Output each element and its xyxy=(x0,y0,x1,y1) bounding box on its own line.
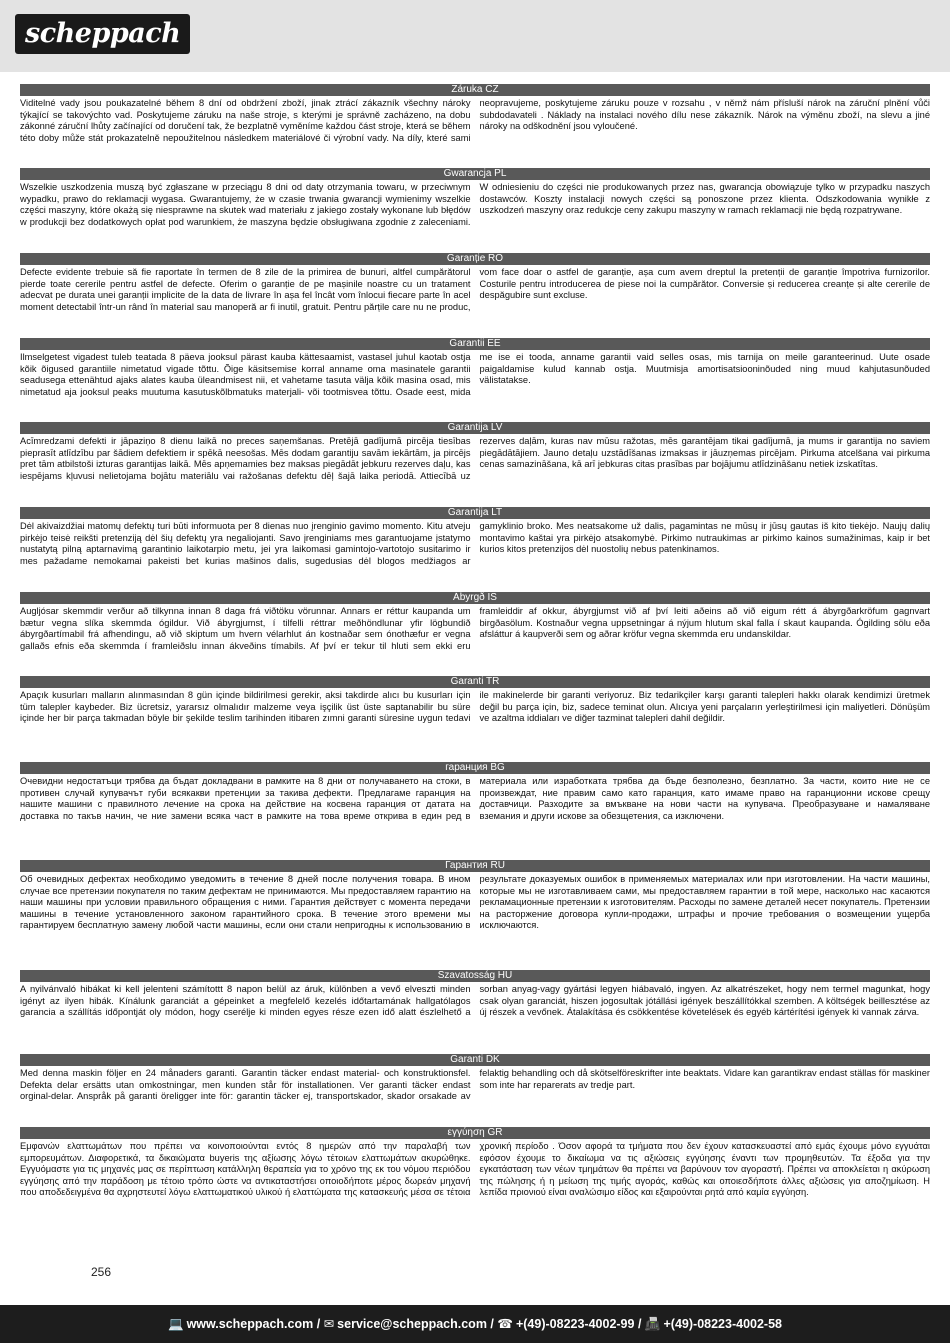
section-text: Εμφανών ελαττωμάτων που πρέπει να κοινοποιούνται εντός 8 ημερών από την παραλαβή των εμπορευμάτων. Διαφορετικά, τα δικαιώματα buyeris της αξίωσης λόγω τέτοιων ελαττωμάτων ακυρώθηκε. Εγγυόμαστε για τις μηχανές μας σε περίπτωση κατάλληλη θεραπεία για το χρόνο της εκ του νόμου περιόδου εγγύησης από την παράδοση με τέτοιο τρόπο ώστε να αντικαταστήσει οποιοδήποτε μέρος δωρεάν μηχανή που αποδεδειγμένα θα αχρηστευτεί λόγω ελαττωματικού υλικού ή ελαττώματα της κατασκευής μέσα σε τέτοια χρονική περίοδο . Όσον αφορά τα τμήματα που δεν έχουν κατασκευαστεί από εμάς έχουμε μόνο εγγυάται εφόσον έχουμε το δικαίωμα να τις αξιώσεις εγγύησης έναντι των προμηθευτών. Τα έξοδα για την εγκατάσταση των νέων τμημάτων θα πρέπει να βαρύνουν τον αγοραστή. Πρέπει να αποκλείεται η ακύρωση της πώλησης ή η μείωση της τιμής αγοράς, καθώς και οποιεσδήποτε άλλες αξιώσεις για αποζημίωση. Η λεπίδα πριονιού είναι αναλώσιμο είδος και εξαιρούνται ρητά από καμία εγγύηση. xyxy=(20,1141,930,1198)
section-warranty-lt xyxy=(20,507,930,592)
section-title: Garantija LT xyxy=(20,507,930,519)
page-number: 256 xyxy=(91,1265,112,1279)
scheppach-logo: scheppach xyxy=(15,14,190,54)
warranty-sections xyxy=(20,84,930,1227)
separator: / xyxy=(316,1317,321,1331)
section-warranty-pl xyxy=(20,168,930,253)
computer-icon: 💻 xyxy=(168,1317,184,1331)
section-title: Garanție RO xyxy=(20,253,930,265)
section-title: Ábyrgð IS xyxy=(20,592,930,604)
section-text: Dėl akivaizdžiai matomų defektų turi būti informuota per 8 dienas nuo įrenginio gavimo momento. Kitu atveju pirkėjo teisė reikšti pretenziją dėl šių defektų yra negaliojanti. Savo įrenginiams mes garantuojame įstatymo nustatytą pilną aptarnavimą garantinio laikotarpio metu, jei yra laikomasi gamintojo-vartotojo susitarimo ir mes pažadame nemokamai pakeisti bet kurias mašinos dalis, sugedusias dėl blogos medžiagos ar gamyklinio broko. Mes neatsakome už dalis, pagamintas ne mūsų ir jūsų gautas iš kito tiekėjo. Naujų dalių montavimo kaštai yra pirkėjo atsakomybė. Pirkimo nutraukimas ar pirkimo kainos sumažinimas, kaip ir bet kurios kitos pretenzijos dėl nuostolių nebus patenkinamos. xyxy=(20,521,930,566)
section-title: Garantija LV xyxy=(20,422,930,434)
phone-icon: ☎ xyxy=(497,1317,513,1331)
section-title: Garanti DK xyxy=(20,1054,930,1066)
section-text: Очевидни недостатъци трябва да бъдат докладвани в рамките на 8 дни от получаването на стоки, в противен случай купувачът губи всякакви претенции за такива дефекти. Предлагаме гаранция на нашите машини с правилното лечение на срока на действие на косвена гаранция от датата на доставка по такъв начин, че ние замени всяка част в рамките на това време открива в един ред в материала или изработката трябва да бъде безполезно, безплатно. За части, които ние не се произвеждат, ние правим само като гаранция, като имаме право на гаранционни искове срещу доставчици. Разходите за вмъкване на нови части на купувача. Преобразуване и намаляване вземания и други искове за обезщетения, са изключени. xyxy=(20,776,930,821)
section-title: εγγύηση GR xyxy=(20,1127,930,1139)
section-text: Med denna maskin följer en 24 månaders garanti. Garantin täcker endast material- och konstruktionsfel. Defekta delar ersätts utan omkostningar, men kunden står för installationen. Ver garanti täcker endast orginal-delar. Anspråk på garanti öreligger inte för: garantin täcker ej, transportskador, skador orsakade av felaktig behandling och då skötselföreskrifter inte beaktats. Vidare kan garantikrav endast ställas för maskiner som inte har reparerats av tredje part. xyxy=(20,1068,930,1102)
section-warranty-gr xyxy=(20,1127,930,1227)
envelope-icon: ✉ xyxy=(323,1317,335,1331)
section-text: Об очевидных дефектах необходимо уведомить в течение 8 дней после получения товара. В ином случае все претензии покупателя по таким дефектам не принимаются. Мы предоставляем гарантию на наши машины при условии правильного обращения с ними. Гарантия действует с момента передачи машины в течение установленного законом гарантийного срока. В течение этого времени мы гарантируем бесплатную замену любой части машины, если они стали непригодны к использованию в результате доказуемых ошибок в применяемых материалах или при изготовлении. На части машины, которые мы не изготавливаем сами, мы предоставляем гарантии в той мере, насколько нас касаются рекламационные претензии к изготовителям. Расходы по замене деталей несет покупатель. Претензии на расторжение договора купли-продажи, штрафы и прочие требования о возмещении ущерба исключаются. xyxy=(20,874,930,931)
section-text: Apaçık kusurları malların alınmasından 8 gün içinde bildirilmesi gerekir, aksi takdirde alıcı bu kusurları için tüm talepler kaybeder. Biz ücretsiz, yararsız olmalıdır malzeme veya işçilik üst üste saptanabilir bu süre içinde her bir parça takmadan böyle bir şekilde teslim tarihinden itibaren zımni garanti süresine uygun tedavi ile makinelerde bir garanti veriyoruz. Biz tedarikçiler karşı garanti talepleri hakkı olarak kendimizi üretmek değil bu parça için, biz, sadece teminat olun. Alıcıya yeni parçaların yerleştirilmesi için maliyetleri. Dönüşüm ve azaltma iddiaları ve diğer tazminat talepleri dahil değildir. xyxy=(20,690,930,724)
section-title: Záruka CZ xyxy=(20,84,930,96)
contact-footer xyxy=(0,1305,950,1343)
section-text: A nyilvánvaló hibákat ki kell jelenteni számítottt 8 napon belül az áruk, különben a vevő elveszti minden igényt az ilyen hibák. Kínálunk garanciát a gépeinket a megfelelő kezelés időtartamának hallgatólagos garancia a szállítás időpontját oly módon, hogy cserélje ki minden egyes része ezen idő alatt észlelhető a sorban anyag-vagy gyártási legyen hiábavaló, ingyen. Az alkatrészeket, hogy nem termel magunkat, hogy csak olyan garanciát, hiszen jogosultak jótállási igények beszállítókkal szemben. A költségek beillesztése az új részek a vevőnek. Átalakítása és csökkentése követelések és egyéb kártérítési igények ki vannak zárva. xyxy=(20,984,930,1018)
section-warranty-is xyxy=(20,592,930,676)
section-title: Гарантия RU xyxy=(20,860,930,872)
section-text: Ilmselgetest vigadest tuleb teatada 8 päeva jooksul pärast kauba kättesaamist, vastasel juhul kaotab ostja kõik õigused garantiile nimetatud vigade tõttu. Õige käsitsemise korral anname oma masinatele garantii seadusega ettenähtud ajaks alates kauba üleandmisest nii, et vahetame tasuta välja kõik masina osad, mis nimetatud aja jooksul peaks muutuma kasutuskõlbmatuks materjali- või tootmisvea tõttu. Osade eest, mida me ise ei tooda, anname garantii vaid selles osas, mis tarnija on meile garanteerinud. Uute osade paigaldamise kulud kannab ostja. Muutmisja amortisatsiooninõuded ning muud kahjutasunõuded välistatakse. xyxy=(20,352,930,397)
section-warranty-bg xyxy=(20,762,930,860)
section-title: Garanti TR xyxy=(20,676,930,688)
section-warranty-tr xyxy=(20,676,930,762)
top-header-bar xyxy=(0,0,950,72)
section-warranty-cz xyxy=(20,84,930,168)
section-title: гаранция BG xyxy=(20,762,930,774)
section-text: Wszelkie uszkodzenia muszą być zgłaszane w przeciągu 8 dni od daty otrzymania towaru, w przeciwnym wypadku, prawo do reklamacji wygasa. Gwarantujemy, że w czasie trwania gwarancji wymienimy wszelkie części maszyny, które okażą się niesprawne na skutek wad materiału z jakiego zostały wykonane lub błędów w produkcji bez dodatkowych opłat pod warunkiem, że maszyna będzie obsługiwana zgodnie z zaleceniami. W odniesieniu do części nie produkowanych przez nas, gwarancja obowiązuje tylko w przypadku naszych dostawców. Koszty instalacji nowych części są ponoszone przez klienta. Odszkodowania wynikłe z uszkodzeń maszyny oraz redukcje ceny zakupu maszyny w ramach reklamacji nie będą rozpatrywane. xyxy=(20,182,930,227)
section-warranty-dk xyxy=(20,1054,930,1127)
website-link[interactable]: www.scheppach.com xyxy=(186,1317,314,1331)
section-warranty-ro xyxy=(20,253,930,338)
section-title: Szavatosság HU xyxy=(20,970,930,982)
section-text: Augljósar skemmdir verður að tilkynna innan 8 daga frá viðtöku vörunnar. Annars er réttur kaupanda um bætur vegna slíka skemmda ógildur. Við ábyrgjumst, í tilfelli réttrar meðhöndlunar yfir lögbundið ábyrgðartímabil frá afhendingu, að við skiptum um hvern vélarhlut án kostnaðar sem ónothæfur er vegna gallaðs efnis eða skemmda í framleiðslu innan ákveðins tímabils. Af því er tekur til hluti sem ekki eru framleiddir af okkur, ábyrgjumst við af því leiti aðeins að við eigum rétt á ábyrgðarkröfum gagnvart birgðasölum. Kostnaður vegna uppsetningar á nýjum hlutum skal falla í skaut kaupanda. Ógilding sölu eða afsláttur á kaupverði sem og aðrar kröfur vegna skemmda eru undanskildar. xyxy=(20,606,930,651)
section-text: Viditelné vady jsou poukazatelné během 8 dní od obdržení zboží, jinak ztrácí zákazník všechny nároky týkající se takovýchto vad. Poskytujeme záruku na naše stroje, s kterými je správně zacházeno, na dobu zákonné záruční lhůty začínající od doručení tak, že bezplatně vyměníme každou část stroje, která se během této doby může stát prokazatelně nepoužitelnou následkem materiálové či výrobní vady. Na díly, které sami neopravujeme, poskytujeme záruku pouze v rozsahu , v němž nám přísluší nárok na záruční plnění vůči subdodavateli . Náklady na instalaci nového dílu nese zákazník. Nárok na výměnu zboží, na slevu a jiné nároky na odškodnění jsou vyloučené. xyxy=(20,98,930,143)
section-warranty-ee xyxy=(20,338,930,422)
section-text: Acīmredzami defekti ir jāpaziņo 8 dienu laikā no preces saņemšanas. Pretējā gadījumā pircēja tiesības pieprasīt atlīdzību par šādiem defektiem ir spēkā neesošas. Mēs dodam garantiju savām iekārtām, ja pircējs pret tām atbilstoši izturas garantijas laikā. Mēs apņemamies bez maksas piegādāt jebkuru rezerves daļu, kas iespējams kļuvusi nelietojama bojātu materiālu vai ražošanas defektu dēļ šajā laika periodā. Attiecībā uz rezerves daļām, kuras nav mūsu ražotas, mēs garantējam tikai gadījumā, ja mums ir garantija no saviem piegādātājiem. Jauno detaļu uzstādīšanas izmaksas ir jāuzņemas pircējam. Pirkuma atcelšana vai pirkuma cenas samazināšana, kā arī jebkuras citas prasības par bojājumu atlīdzināšanu netiek izskatītas. xyxy=(20,436,930,481)
fax-number: +(49)-08223-4002-58 xyxy=(663,1317,782,1331)
section-warranty-hu xyxy=(20,970,930,1054)
separator: / xyxy=(490,1317,494,1331)
section-warranty-lv xyxy=(20,422,930,507)
separator: / xyxy=(637,1317,642,1331)
phone-number: +(49)-08223-4002-99 xyxy=(515,1317,635,1331)
section-warranty-ru xyxy=(20,860,930,970)
fax-icon: 📠 xyxy=(644,1317,661,1331)
section-text: Defecte evidente trebuie să fie raportate în termen de 8 zile de la primirea de bunuri, altfel cumpărătorul pierde toate cererile pentru astfel de defecte. Oferim o garanție de pe mașinile noastre cu un tratament adecvat pe durata unei garanții implicite de la data de livrare în așa fel încât vom înlocui fiecare parte în acel moment detectabil într-un rând în material sau manoperă ar fi inutil, gratuit. Pentru părțile care nu ne produc, vom face doar o astfel de garanție, așa cum avem dreptul la pretenții de garanție împotriva furnizorilor. Costurile pentru introducerea de piese noi la cumpărător. Conversie și reducerea creanțe și alte cererile de despăgubire sunt excluse. xyxy=(20,267,930,312)
section-title: Garantii EE xyxy=(20,338,930,350)
section-title: Gwarancja PL xyxy=(20,168,930,180)
email-link[interactable]: service@scheppach.com xyxy=(337,1317,487,1331)
